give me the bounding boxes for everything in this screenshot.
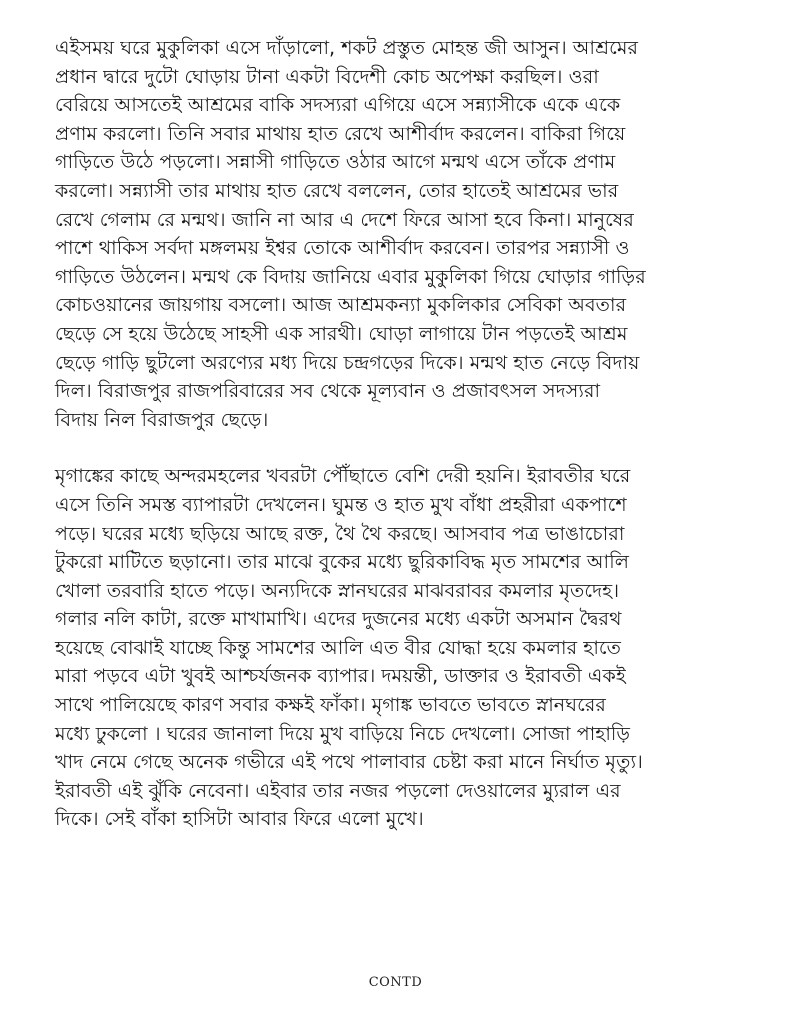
- text-line: করলো। সন্ন্যাসী তার মাথায় হাত রেখে বললেন, তোর হাতেই আশ্রমের ভার: [55, 178, 619, 202]
- text-line: কোচওয়ানের জায়গায় বসলো। আজ আশ্রমকন্যা মুকলিকার সেবিকা অবতার: [55, 293, 627, 317]
- text-line: বেরিয়ে আসতেই আশ্রমের বাকি সদস্যরা এগিয়ে এসে সন্ন্যাসীকে একে একে: [55, 93, 621, 117]
- text-line: প্রণাম করলো। তিনি সবার মাথায় হাত রেখে আশীর্বাদ করলেন। বাকিরা গিয়ে: [55, 121, 626, 145]
- text-line: রেখে গেলাম রে মন্মথ। জানি না আর এ দেশে ফিরে আসা হবে কিনা। মানুষের: [55, 207, 634, 231]
- text-line: প্রধান দ্বারে দুটো ঘোড়ায় টানা একটা বিদেশী কোচ অপেক্ষা করছিল। ওরা: [55, 64, 599, 88]
- text-line: পড়ে। ঘরের মধ্যে ছড়িয়ে আছে রক্ত, থৈ থৈ করছে। আসবাব পত্র ভাঙাচোরা: [55, 521, 625, 545]
- paragraph-spacer: [55, 434, 745, 462]
- text-line: এইসময় ঘরে মুকুলিকা এসে দাঁড়ালো, শকট প্রস্তুত মোহন্ত জী আসুন। আশ্রমের: [55, 36, 639, 59]
- text-line: খাদ নেমে গেছে অনেক গভীরে এই পথে পালাবার চেষ্টা করা মানে নির্ঘাত মৃত্যু।: [55, 750, 643, 774]
- text-line: গলার নলি কাটা, রক্তে মাখামাখি। এদের দুজনের মধ্যে একটা অসমান দ্বৈরথ: [55, 607, 622, 631]
- text-line: ছেড়ে গাড়ি ছুটলো অরণ্যের মধ্য দিয়ে চন্দ্রগড়ের দিকে। মন্মথ হাত নেড়ে বিদায়: [55, 350, 640, 374]
- text-line: সাথে পালিয়েছে কারণ সবার কক্ষই ফাঁকা। মৃগাঙ্ক ভাবতে ভাবতে স্নানঘরের: [55, 693, 606, 717]
- text-line: বিদায় নিল বিরাজপুর ছেড়ে।: [55, 407, 269, 431]
- text-line: পাশে থাকিস সর্বদা মঙ্গলময় ইশ্বর তোকে আশীর্বাদ করবেন। তারপর সন্ন্যাসী ও: [55, 236, 630, 260]
- text-line: দিকে। সেই বাঁকা হাসিটা আবার ফিরে এলো মুখে।: [55, 807, 424, 831]
- text-line: মারা পড়বে এটা খুবই আশ্চর্যজনক ব্যাপার। দময়ন্তী, ডাক্তার ও ইরাবতী একই: [55, 664, 626, 688]
- text-line: গাড়িতে উঠে পড়লো। সন্নাসী গাড়িতে ওঠার আগে মন্মথ এসে তাঁকে প্রণাম: [55, 150, 616, 174]
- page-body: [55, 34, 745, 834]
- text-line: টুকরো মাটিতে ছড়ানো। তার মাঝে বুকের মধ্যে ছুরিকাবিদ্ধ মৃত সামশের আলি: [55, 550, 630, 574]
- paragraph-1: [55, 34, 745, 434]
- text-line: ইরাবতী এই ঝুঁকি নেবেনা। এইবার তার নজর পড়লো দেওয়ালের ম্যুরাল এর: [55, 778, 621, 802]
- continued-marker: CONTD: [368, 975, 423, 990]
- text-line: ছেড়ে সে হয়ে উঠেছে সাহসী এক সারথী। ঘোড়া লাগায়ে টান পড়তেই আশ্রম: [55, 321, 628, 345]
- text-line: খোলা তরবারি হাতে পড়ে। অন্যদিকে স্নানঘরের মাঝবরাবর কমলার মৃতদেহ।: [55, 578, 620, 602]
- text-line: দিল। বিরাজপুর রাজপরিবারের সব থেকে মূল্যবান ও প্রজাবৎসল সদস্যরা: [55, 379, 601, 403]
- text-line: হয়েছে বোঝাই যাচ্ছে কিন্তু সামশের আলি এত বীর যোদ্ধা হয়ে কমলার হাতে: [55, 635, 622, 659]
- paragraph-2: [55, 462, 745, 834]
- text-line: গাড়িতে উঠলেন। মন্মথ কে বিদায় জানিয়ে এবার মুকুলিকা গিয়ে ঘোড়ার গাড়ির: [55, 264, 646, 288]
- text-line: এসে তিনি সমস্ত ব্যাপারটা দেখলেন। ঘুমন্ত ও হাত মুখ বাঁধা প্রহরীরা একপাশে: [55, 492, 627, 516]
- text-line: মৃগাঙ্কের কাছে অন্দরমহলের খবরটা পৌঁছাতে বেশি দেরী হয়নি। ইরাবতীর ঘরে: [55, 464, 631, 488]
- text-line: মধ্যে ঢুকলো । ঘরের জানালা দিয়ে মুখ বাড়িয়ে নিচে দেখলো। সোজা পাহাড়ি: [55, 721, 631, 745]
